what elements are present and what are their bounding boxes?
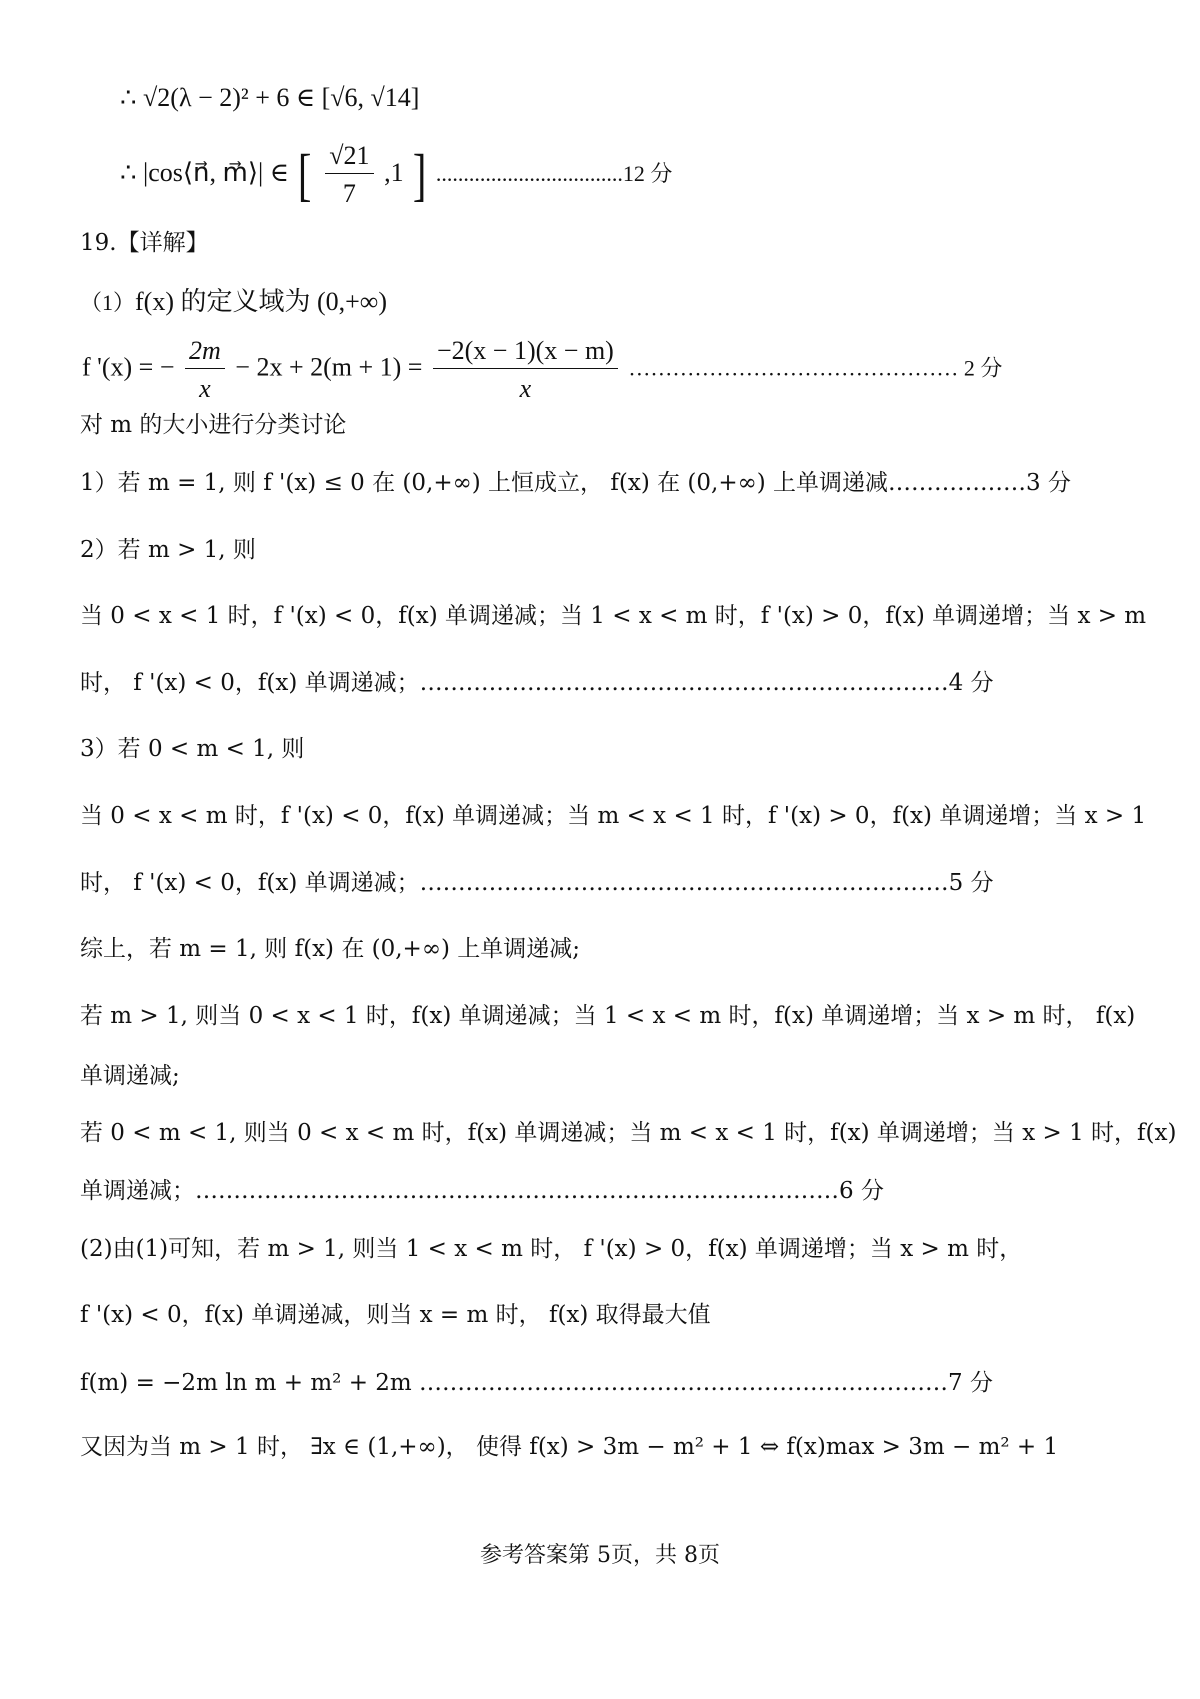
conclusion-line-2 [120,140,672,210]
sqrt-range-expression: ∴ √2(λ − 2)² + 6 ∈ [√6, √14] [120,83,420,112]
case-3: 3）若 0 < m < 1, 则 [80,736,305,762]
case-2-detail-b: 时， f '(x) < 0，f(x) 单调递减；……………………………………………………………4 分 [80,670,994,696]
page-footer: 参考答案第 5页，共 8页 [480,1543,720,1568]
part2-line-b: f '(x) < 0，f(x) 单调递减，则当 x = m 时， f(x) 取得最大值 [80,1302,711,1328]
part2-line-a: (2)由(1)可知，若 m > 1, 则当 1 < x < m 时， f '(x) > 0，f(x) 单调递增；当 x > m 时， [80,1236,1023,1262]
summary-2-b: 单调递减; [80,1063,180,1089]
cos-abs-expression: ∴ |cos⟨n⃗, m⃗⟩| ∈ [120,157,289,187]
case-1: 1）若 m = 1, 则 f '(x) ≤ 0 在 (0,+∞) 上恒成立， f(x) 在 (0,+∞) 上单调递减………………3 分 [80,470,1071,496]
right-bracket: ] [412,142,427,207]
case-2: 2）若 m > 1, 则 [80,537,256,563]
score-2: ……………………………………… 2 分 [628,355,1003,381]
part2-line-c: f(m) = −2m ln m + m² + 2m ……………………………………………………………7 分 [80,1370,993,1396]
fraction-2m-over-x: $\frac{2m}{x}$ [185,335,225,404]
derivative-line [82,335,1002,404]
derivative-lhs: f '(x) = − [82,352,175,382]
discussion-intro: 对 m 的大小进行分类讨论 [80,412,347,438]
case-3-detail-b: 时， f '(x) < 0，f(x) 单调递减；……………………………………………………………5 分 [80,870,994,896]
summary-3-b: 单调递减；…………………………………………………………………………6 分 [80,1178,884,1204]
fraction-sqrt21-over-7: $\frac{√21}{7}$ [325,140,373,209]
summary-3-a: 若 0 < m < 1, 则当 0 < x < m 时，f(x) 单调递减；当 m < x < 1 时，f(x) 单调递增；当 x > 1 时，f(x) [80,1120,1177,1146]
case-2-detail-a: 当 0 < x < 1 时，f '(x) < 0，f(x) 单调递减；当 1 < x < m 时，f '(x) > 0，f(x) 单调递增；当 x > m [80,603,1147,629]
derivative-middle: − 2x + 2(m + 1) = [235,352,423,382]
left-bracket: [ [298,142,312,207]
summary-2-a: 若 m > 1, 则当 0 < x < 1 时，f(x) 单调递减；当 1 < x < m 时，f(x) 单调递增；当 x > m 时， f(x) [80,1003,1136,1029]
conclusion-line-1 [120,82,419,113]
question-19-title: 19.【详解】 [80,230,209,256]
summary-1: 综上，若 m = 1, 则 f(x) 在 (0,+∞) 上单调递减; [80,936,581,962]
case-3-detail-a: 当 0 < x < m 时，f '(x) < 0，f(x) 单调递减；当 m < x < 1 时，f '(x) > 0，f(x) 单调递增；当 x > 1 [80,803,1147,829]
interval-upper: ,1 [384,157,404,187]
score-12: ..................................12 分 [435,160,673,186]
part1-domain: （1）f(x) 的定义域为 (0,+∞) [80,287,388,316]
fraction-factored: $\frac{-2(x - 1)(x - m)}{x}$ [433,335,618,404]
part2-line-d: 又因为当 m > 1 时， ∃x ∈ (1,+∞)， 使得 f(x) > 3m − m² + 1 ⇔ f(x)max > 3m − m² + 1 [80,1434,1059,1460]
